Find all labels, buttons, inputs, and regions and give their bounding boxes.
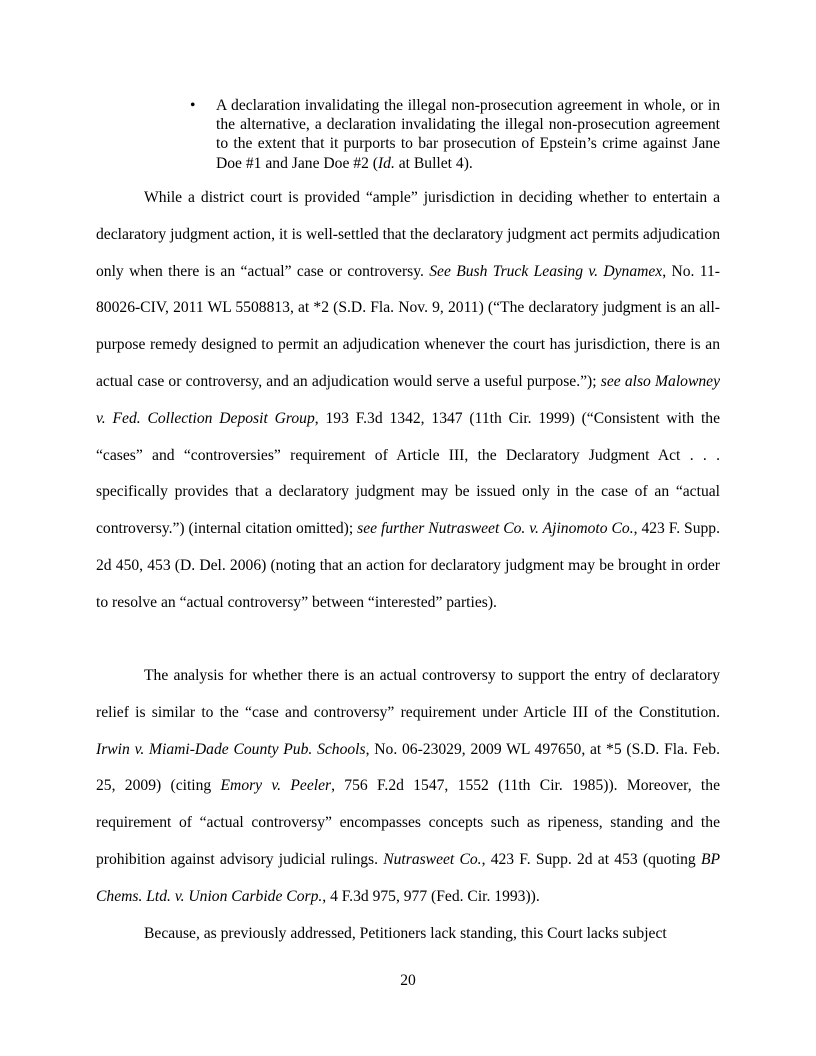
paragraph-actual-controversy	[96, 658, 720, 916]
paragraph-text-segment: , 423 F. Supp. 2d 450, 453 (D. Del. 2006) (noting that an action for declaratory judgment may be brought in order to resolve an “actual controversy” between “interested” parties).	[96, 520, 721, 611]
case-citation-italic: Irwin v. Miami-Dade County Pub. Schools	[96, 740, 366, 758]
case-citation-italic: See Bush Truck Leasing v. Dynamex	[429, 262, 663, 280]
case-citation-italic: Emory v. Peeler	[220, 777, 332, 795]
bullet-item	[190, 96, 720, 173]
paragraph-text-segment: , 423 F. Supp. 2d at 453 (quoting	[481, 850, 701, 868]
case-citation-italic: Nutrasweet Co.	[383, 850, 482, 868]
case-citation-italic: see further Nutrasweet Co. v. Ajinomoto Co.	[357, 520, 634, 538]
bullet-icon: •	[190, 97, 196, 114]
page-number: 20	[400, 972, 416, 989]
paragraph-text-segment: , 193 F.3d 1342, 1347 (11th Cir. 1999) (“Consistent with the “cases” and “controversies” requirement of Article III, the Declaratory Judgment Act . . . specifically provides that a declaratory judgment may be issued only in the case of an “actual controversy.”) (internal citation omitted);	[96, 409, 720, 538]
bullet-text-segment: at Bullet 4).	[394, 154, 473, 172]
paragraph-text-segment: , 756 F.2d 1547, 1552 (11th Cir. 1985)). Moreover, the requirement of “actual controversy” encompasses concepts such as ripeness, standing and the prohibition against advisory judicial rulings.	[96, 777, 720, 868]
paragraph-standing	[96, 916, 720, 953]
paragraph-text-segment: The analysis for whether there is an actual controversy to support the entry of declaratory relief is similar to the “case and controversy” requirement under Article III of the Constitution.	[96, 667, 720, 721]
bullet-text-segment: A declaration invalidating the illegal non-prosecution agreement in whole, or in the alternative, a declaration invalidating the illegal non-prosecution agreement to the extent that it purports to bar prosecution of Epstein’s crime against Jane Doe #1 and Jane Doe #2 (	[216, 97, 720, 172]
paragraph-text-segment: , 4 F.3d 975, 977 (Fed. Cir. 1993)).	[322, 887, 540, 905]
paragraph-text-segment: , No. 06-23029, 2009 WL 497650, at *5 (S.D. Fla. Feb. 25, 2009) (citing	[96, 740, 720, 795]
paragraph-declaratory-judgment	[96, 180, 720, 622]
paragraph-text-segment: , No. 11-80026-CIV, 2011 WL 5508813, at *2 (S.D. Fla. Nov. 9, 2011) (“The declaratory judgment is an all-purpose remedy designed to permit an adjudication whenever the court has jurisdiction, there is an actual case or controversy, and an adjudication would serve a useful purpose.”);	[96, 262, 720, 390]
case-citation-italic: BP Chems. Ltd. v. Union Carbide Corp.	[96, 850, 720, 905]
paragraph-text-segment: While a district court is provided “ample” jurisdiction in deciding whether to entertain a declaratory judgment action, it is well-settled that the declaratory judgment act permits adjudication only when there is an “actual” case or controversy.	[96, 189, 720, 280]
paragraph-text-segment: Because, as previously addressed, Petitioners lack standing, this Court lacks subject	[144, 925, 667, 942]
bullet-citation-italic: Id.	[377, 154, 395, 172]
case-citation-italic: see also Malowney v. Fed. Collection Deposit Group	[96, 372, 720, 427]
bullet-text	[216, 96, 720, 173]
